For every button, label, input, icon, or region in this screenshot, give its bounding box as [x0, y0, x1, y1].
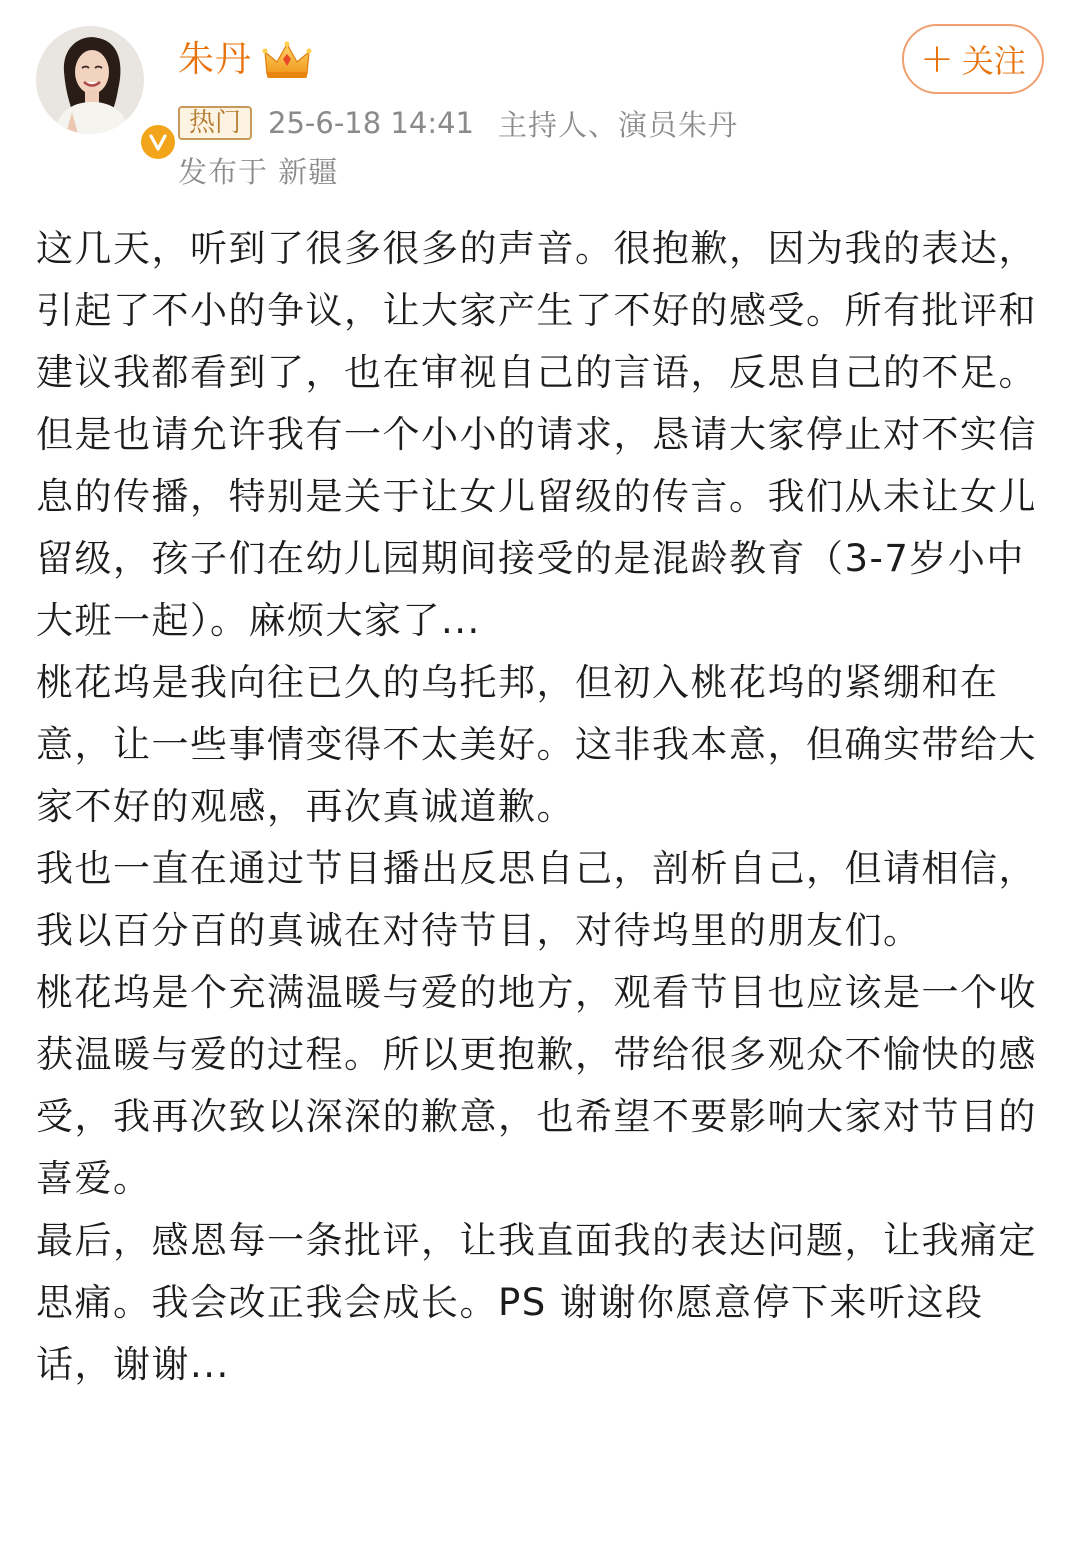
- avatar[interactable]: [36, 26, 144, 134]
- avatar-photo: [36, 26, 144, 134]
- post-paragraph: 最后，感恩每一条批评，让我直面我的表达问题，让我痛定思痛。我会改正我会成长。PS 谢谢你愿意停下来听这段话，谢谢...: [36, 1219, 1037, 1386]
- post-paragraph: 我也一直在通过节目播出反思自己，剖析自己，但请相信，我以百分百的真诚在对待节目，对待坞里的朋友们。: [36, 847, 1037, 952]
- post-paragraph: 桃花坞是我向往已久的乌托邦，但初入桃花坞的紧绷和在意，让一些事情变得不太美好。这非我本意，但确实带给大家不好的观感，再次真诚道歉。: [36, 661, 1037, 828]
- user-name[interactable]: 朱丹: [178, 39, 253, 80]
- post-paragraph: 但是也请允许我有一个小小的请求，恳请大家停止对不实信息的传播，特别是关于让女儿留级的传言。我们从未让女儿留级，孩子们在幼儿园期间接受的是混龄教育（3-7岁小中大班一起）。麻烦大家了...: [36, 413, 1037, 642]
- post-header: [0, 0, 1080, 210]
- crown-icon[interactable]: [262, 40, 312, 80]
- post-body: [36, 218, 1048, 1396]
- post-timestamp: 25-6-18 14:41: [268, 106, 474, 140]
- post-paragraph: 桃花坞是个充满温暖与爱的地方，观看节目也应该是一个收获温暖与爱的过程。所以更抱歉，带给很多观众不愉快的感受，我再次致以深深的歉意，也希望不要影响大家对节目的喜爱。: [36, 971, 1037, 1200]
- hot-badge[interactable]: 热门: [178, 106, 252, 140]
- user-description: 主持人、演员朱丹: [498, 107, 739, 142]
- plus-icon: +: [920, 36, 954, 82]
- verified-v-icon: [138, 122, 178, 162]
- post-paragraph: 这几天，听到了很多很多的声音。很抱歉，因为我的表达，引起了不小的争议，让大家产生了不好的感受。所有批评和建议我都看到了，也在审视自己的言语，反思自己的不足。: [36, 227, 1037, 394]
- post-location: 发布于 新疆: [178, 155, 339, 189]
- follow-button-label: 关注: [961, 42, 1026, 80]
- post-meta: [178, 103, 738, 143]
- follow-button[interactable]: [902, 24, 1044, 94]
